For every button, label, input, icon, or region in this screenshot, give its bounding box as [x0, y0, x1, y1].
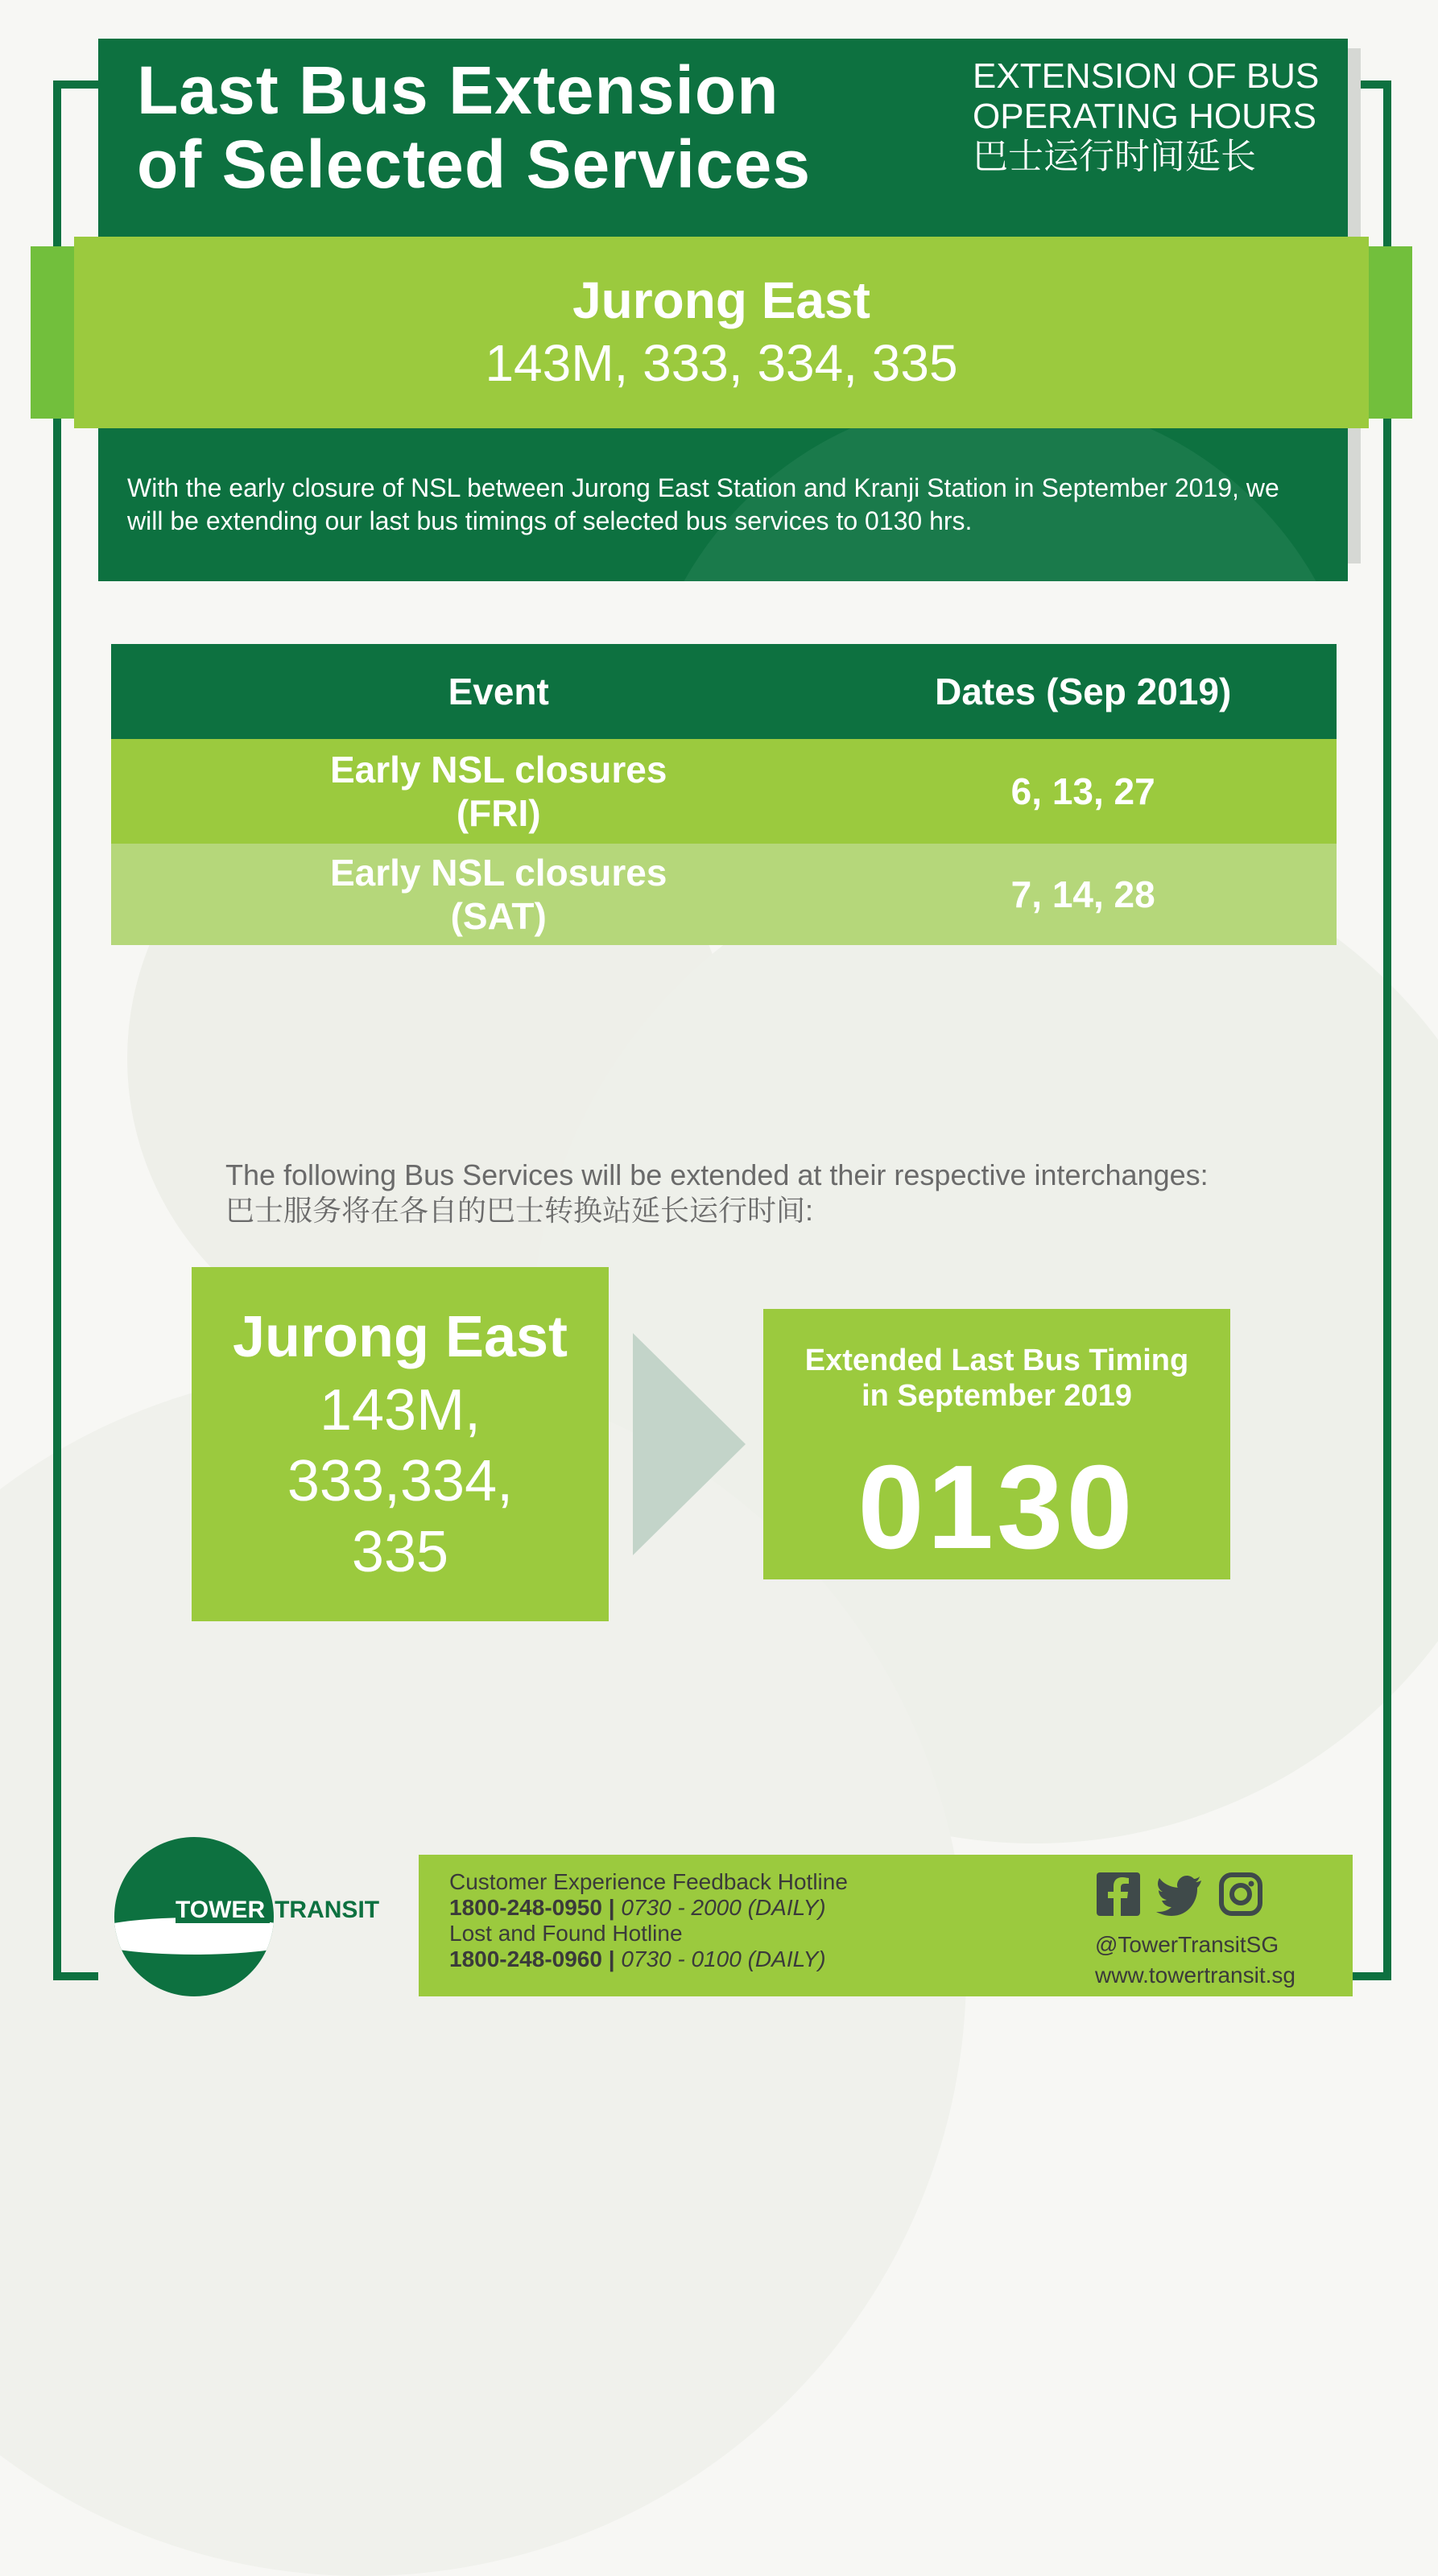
title-line-1: Last Bus Extension [137, 52, 779, 128]
extended-timing-box [763, 1309, 1230, 1579]
feedback-line [449, 1895, 826, 1921]
table-row [111, 739, 1337, 844]
intro-panel [98, 428, 1348, 581]
jurong-box-title: Jurong East [232, 1305, 568, 1369]
extended-label-line-2: in September 2019 [862, 1379, 1132, 1413]
separator: | [608, 1946, 615, 1971]
website-link[interactable]: www.towertransit.sg [1095, 1963, 1295, 1988]
jurong-box-routes [192, 1375, 609, 1587]
row-event [111, 748, 886, 835]
row-dates: 6, 13, 27 [1010, 770, 1155, 812]
row-event-line-1: Early NSL closures [329, 852, 667, 894]
separator: | [608, 1895, 615, 1920]
lost-found-number[interactable]: 1800-248-0960 [449, 1946, 602, 1971]
logo-wordmark [176, 1897, 379, 1924]
header [98, 39, 1348, 240]
jurong-route-line-2: 333,334, [287, 1449, 514, 1513]
lost-found-hours: 0730 - 0100 (DAILY) [621, 1946, 826, 1971]
lost-found-line [449, 1946, 826, 1972]
row-event [111, 851, 886, 938]
extended-time: 0130 [857, 1441, 1136, 1574]
row-event-line-2: (SAT) [450, 895, 547, 937]
band-left-tab [31, 246, 79, 419]
logo-word-tower: TOWER [176, 1897, 270, 1923]
header-dates: Dates (Sep 2019) [935, 671, 1232, 712]
band-right-tab [1364, 246, 1412, 419]
extended-label [763, 1343, 1230, 1414]
instagram-icon[interactable] [1217, 1871, 1264, 1918]
footer-contact [419, 1855, 1353, 1996]
table-row [111, 844, 1337, 945]
route-band [74, 237, 1369, 428]
title-line-2: of Selected Services [137, 126, 812, 202]
logo-word-transit: TRANSIT [275, 1897, 380, 1923]
social-icons [1095, 1871, 1264, 1918]
feedback-label: Customer Experience Feedback Hotline [449, 1869, 848, 1894]
following-english: The following Bus Services will be extended at their respective interchanges: [225, 1158, 1209, 1191]
social-handle[interactable]: @TowerTransitSG [1095, 1932, 1279, 1957]
following-services-text [225, 1158, 1209, 1228]
jurong-route-line-1: 143M, [319, 1378, 481, 1443]
lost-found-label: Lost and Found Hotline [449, 1921, 683, 1946]
row-event-line-2: (FRI) [456, 792, 541, 834]
subtitle-line-1: EXTENSION OF BUS [973, 56, 1320, 96]
subtitle-line-2: OPERATING HOURS [973, 97, 1317, 136]
row-dates: 7, 14, 28 [1010, 873, 1155, 915]
header-subtitle [973, 56, 1319, 177]
facebook-icon[interactable] [1095, 1871, 1142, 1918]
table-header [111, 644, 1337, 739]
feedback-hours: 0730 - 2000 (DAILY) [621, 1895, 826, 1920]
jurong-route-line-3: 335 [351, 1520, 449, 1584]
twitter-icon[interactable] [1156, 1871, 1203, 1918]
feedback-number[interactable]: 1800-248-0950 [449, 1895, 602, 1920]
page-title [137, 53, 811, 201]
band-title: Jurong East [572, 271, 870, 329]
following-chinese: 巴士服务将在各自的巴士转换站延长运行时间: [225, 1194, 814, 1227]
extended-label-line-1: Extended Last Bus Timing [804, 1344, 1189, 1377]
schedule-table [111, 644, 1337, 945]
row-event-line-1: Early NSL closures [329, 749, 667, 791]
band-routes: 143M, 333, 334, 335 [485, 334, 958, 392]
jurong-east-box [192, 1267, 609, 1621]
header-event: Event [448, 671, 549, 712]
subtitle-chinese: 巴士运行时间延长 [973, 137, 1256, 176]
intro-text: With the early closure of NSL between Jurong East Station and Kranji Station in September 2019, we will be extending our last bus timings of selected bus services to 0130 hrs. [127, 473, 1279, 535]
arrow-right-icon [633, 1333, 746, 1555]
